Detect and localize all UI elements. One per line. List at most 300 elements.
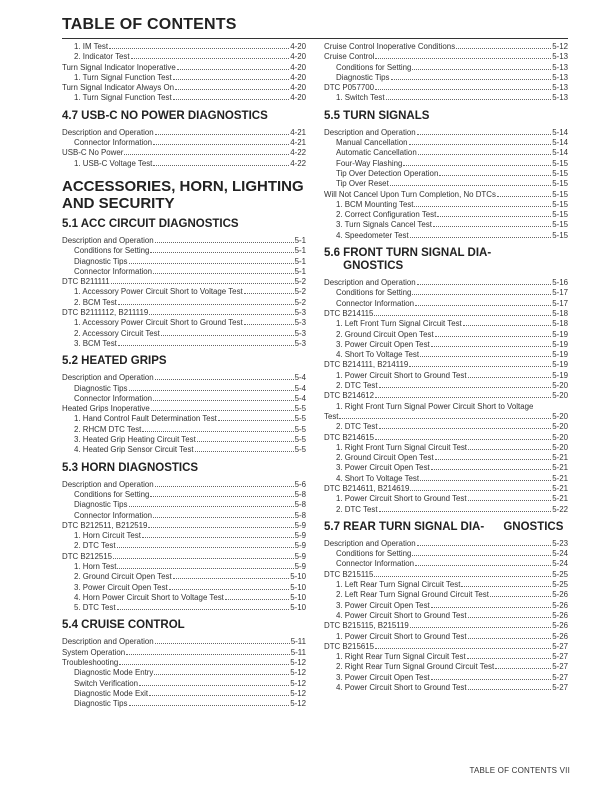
toc-entry[interactable] xyxy=(324,494,568,504)
toc-entry-title: Heated Grips Inoperative xyxy=(62,404,150,414)
toc-entry[interactable] xyxy=(324,683,568,693)
toc-entry[interactable] xyxy=(324,138,568,148)
toc-entry-title: 1. Power Circuit Short to Ground Test xyxy=(336,370,467,380)
toc-entry-page: 5-21 xyxy=(552,463,568,473)
toc-entry[interactable] xyxy=(62,277,306,287)
toc-entry-page: 5-23 xyxy=(552,538,568,548)
toc-entry-page: 5-26 xyxy=(552,610,568,620)
toc-entry[interactable] xyxy=(62,318,306,328)
toc-entry-page: 5-26 xyxy=(552,600,568,610)
toc-entry-page: 5-11 xyxy=(290,647,306,657)
dot-leader xyxy=(244,318,294,325)
dot-leader xyxy=(117,562,293,569)
toc-entry-title: 1. Power Circuit Short to Ground Test xyxy=(336,631,467,641)
toc-entry-page: 5-15 xyxy=(552,179,568,189)
toc-entry-title: Description and Operation xyxy=(324,538,416,548)
toc-entry-page: 5-1 xyxy=(294,256,306,266)
toc-entry-title: 1. BCM Mounting Test xyxy=(336,199,414,209)
dot-leader xyxy=(173,572,290,579)
toc-entry-title: DTC B212511, B212519 xyxy=(62,520,148,530)
toc-entry-title: Diagnostic Tips xyxy=(336,72,390,82)
toc-entry[interactable] xyxy=(324,319,568,329)
section-heading[interactable]: 5.1 ACC CIRCUIT DIAGNOSTICS xyxy=(62,217,239,230)
dot-leader xyxy=(415,299,551,306)
toc-entry-page: 5-21 xyxy=(552,453,568,463)
toc-entry[interactable] xyxy=(324,63,568,73)
toc-entry-title: 2. Right Rear Turn Signal Ground Circuit Test xyxy=(336,662,495,672)
toc-entry[interactable] xyxy=(324,278,568,288)
toc-entry-title: 1. USB-C Voltage Test xyxy=(74,158,153,168)
toc-entry-title: 1. Right Rear Turn Signal Circuit Test xyxy=(336,652,466,662)
toc-entry[interactable] xyxy=(324,652,568,662)
dot-leader xyxy=(149,689,289,696)
toc-entry[interactable] xyxy=(324,580,568,590)
dot-leader xyxy=(386,93,552,100)
dot-leader xyxy=(468,632,552,639)
toc-entry[interactable] xyxy=(62,435,306,445)
toc-entry-page: 5-15 xyxy=(552,189,568,199)
toc-entry[interactable] xyxy=(324,52,568,62)
toc-entry[interactable] xyxy=(324,474,568,484)
toc-entry[interactable] xyxy=(324,309,568,319)
toc-entry-page: 5-9 xyxy=(294,561,306,571)
toc-entry-title: 4. Speedometer Test xyxy=(336,230,409,240)
toc-entry[interactable] xyxy=(62,404,306,414)
toc-entry[interactable] xyxy=(324,220,568,230)
toc-entry[interactable] xyxy=(62,384,306,394)
toc-entry[interactable] xyxy=(62,562,306,572)
toc-entry-title: 2. Ground Circuit Open Test xyxy=(336,453,434,463)
toc-entry[interactable] xyxy=(62,689,306,699)
toc-entry[interactable] xyxy=(324,453,568,463)
section-heading[interactable]: 5.3 HORN DIAGNOSTICS xyxy=(62,461,199,474)
toc-entry[interactable] xyxy=(324,433,568,443)
dot-leader xyxy=(431,340,551,347)
toc-entry-title: Cruise Control Inoperative Conditions xyxy=(324,42,456,51)
toc-entry[interactable] xyxy=(324,179,568,189)
toc-entry-page: 5-15 xyxy=(552,220,568,230)
dot-leader xyxy=(173,93,290,100)
toc-entry[interactable] xyxy=(62,480,306,490)
dot-leader xyxy=(375,52,551,59)
toc-entry-title: DTC P057700 xyxy=(324,83,375,93)
toc-entry-page: 5-25 xyxy=(552,580,568,590)
toc-entry[interactable] xyxy=(62,511,306,521)
dot-leader xyxy=(375,642,551,649)
toc-entry-title: 2. BCM Test xyxy=(74,297,117,307)
toc-entry[interactable] xyxy=(62,668,306,678)
toc-entry-page: 5-13 xyxy=(552,83,568,93)
dot-leader xyxy=(403,159,551,166)
toc-entry-page: 5-19 xyxy=(552,360,568,370)
toc-entry[interactable] xyxy=(62,246,306,256)
toc-entry-title: 1. IM Test xyxy=(74,42,109,51)
toc-entry-page: 5-3 xyxy=(294,328,306,338)
dot-leader xyxy=(129,257,294,264)
dot-leader xyxy=(415,559,551,566)
toc-entry-title: Test xyxy=(324,411,339,421)
toc-entry-title: 2. Ground Circuit Open Test xyxy=(74,572,172,582)
toc-entry[interactable] xyxy=(62,63,306,73)
toc-entry-title: Diagnostic Mode Entry xyxy=(74,668,154,678)
toc-entry-page: 5-20 xyxy=(552,411,568,421)
toc-entry[interactable] xyxy=(324,73,568,83)
dot-leader xyxy=(126,648,290,655)
toc-entry-page: 5-12 xyxy=(290,699,306,709)
toc-entry[interactable] xyxy=(62,699,306,709)
toc-entry-title: 1. Turn Signal Function Test xyxy=(74,93,172,103)
toc-entry-title: Conditions for Setting xyxy=(336,288,412,298)
toc-entry-page: 4-20 xyxy=(290,72,306,82)
toc-entry-page: 5-14 xyxy=(552,127,568,137)
toc-entry-title: 3. Power Circuit Open Test xyxy=(74,582,168,592)
toc-entry-page: 5-21 xyxy=(552,494,568,504)
toc-entry[interactable] xyxy=(324,360,568,370)
toc-entry[interactable] xyxy=(62,329,306,339)
toc-entry-title: DTC B2111112, B211119 xyxy=(62,308,149,318)
dot-leader xyxy=(412,63,551,70)
dot-leader xyxy=(153,267,294,274)
toc-entry-title: Manual Cancellation xyxy=(336,138,408,148)
section-heading[interactable]: 5.5 TURN SIGNALS xyxy=(324,109,430,122)
toc-entry-title: 3. Power Circuit Open Test xyxy=(336,339,430,349)
dot-leader xyxy=(431,601,551,608)
toc-entry[interactable] xyxy=(62,583,306,593)
toc-entry[interactable] xyxy=(324,590,568,600)
toc-entry-title: Connector Information xyxy=(74,393,153,403)
toc-entry[interactable] xyxy=(324,412,568,422)
dot-leader xyxy=(412,288,551,295)
dot-leader xyxy=(437,210,551,217)
toc-entry-title: DTC B214111, B214119 xyxy=(324,360,409,370)
dot-leader xyxy=(431,463,551,470)
toc-entry[interactable] xyxy=(324,148,568,158)
section-heading[interactable]: 5.6 FRONT TURN SIGNAL DIA- GNOSTICS xyxy=(324,247,492,273)
toc-entry-title: 2. Ground Circuit Open Test xyxy=(336,329,434,339)
toc-entry-page: 4-20 xyxy=(290,52,306,62)
toc-entry[interactable] xyxy=(324,288,568,298)
toc-entry[interactable] xyxy=(324,463,568,473)
toc-entry-page: 5-13 xyxy=(552,52,568,62)
toc-entry[interactable] xyxy=(62,267,306,277)
toc-entry-title: DTC B215115, B215119 xyxy=(324,621,409,631)
toc-entry[interactable] xyxy=(324,190,568,200)
dot-leader xyxy=(456,42,551,49)
dot-leader xyxy=(161,329,294,336)
toc-entry[interactable] xyxy=(62,541,306,551)
toc-entry[interactable] xyxy=(62,648,306,658)
toc-entry-page: 4-22 xyxy=(290,158,306,168)
toc-entry[interactable] xyxy=(62,83,306,93)
toc-entry-page: 5-20 xyxy=(552,391,568,401)
toc-entry[interactable] xyxy=(324,299,568,309)
toc-entry[interactable] xyxy=(324,673,568,683)
toc-entry[interactable] xyxy=(62,148,306,158)
toc-entry-title: 3. Turn Signals Cancel Test xyxy=(336,220,432,230)
toc-entry[interactable] xyxy=(62,394,306,404)
chapter-heading[interactable]: ACCESSORIES, HORN, LIGHTING AND SECURITY xyxy=(62,177,304,212)
toc-entry-page: 5-17 xyxy=(552,288,568,298)
toc-entry-page: 5-19 xyxy=(552,339,568,349)
toc-entry-page: 5-20 xyxy=(552,381,568,391)
toc-entry-title: Diagnostic Tips xyxy=(74,699,128,709)
toc-entry-title: 3. Heated Grip Heating Circuit Test xyxy=(74,435,196,445)
toc-entry-title: 1. Hand Control Fault Determination Test xyxy=(74,414,217,424)
toc-entry[interactable] xyxy=(62,531,306,541)
toc-entry[interactable] xyxy=(324,632,568,642)
dot-leader xyxy=(119,658,289,665)
toc-entry[interactable] xyxy=(62,159,306,169)
dot-leader xyxy=(118,339,294,346)
toc-entry[interactable] xyxy=(324,159,568,169)
toc-entry[interactable] xyxy=(324,484,568,494)
toc-entry[interactable] xyxy=(62,414,306,424)
dot-leader xyxy=(339,412,551,419)
dot-leader xyxy=(154,668,289,675)
toc-entry-title: 4. Heated Grip Sensor Circuit Test xyxy=(74,445,194,455)
dot-leader xyxy=(118,298,294,305)
toc-entry-title: Conditions for Setting xyxy=(336,549,412,559)
dot-leader xyxy=(375,433,551,440)
dot-leader xyxy=(151,404,294,411)
toc-entry[interactable] xyxy=(62,637,306,647)
toc-entry-page: 4-21 xyxy=(290,127,306,137)
toc-entry[interactable] xyxy=(324,601,568,611)
dot-leader xyxy=(155,480,294,487)
toc-entry[interactable] xyxy=(62,425,306,435)
toc-entry[interactable] xyxy=(62,73,306,83)
toc-entry-title: Tip Over Reset xyxy=(336,179,389,189)
toc-entry-title: 4. Power Circuit Short to Ground Test xyxy=(336,683,467,693)
dot-leader xyxy=(468,494,552,501)
toc-entry[interactable] xyxy=(62,572,306,582)
toc-entry[interactable] xyxy=(62,138,306,148)
dot-leader xyxy=(129,384,294,391)
page-title: TABLE OF CONTENTS xyxy=(62,16,237,33)
dot-leader xyxy=(169,583,289,590)
toc-entry-page: 5-10 xyxy=(290,572,306,582)
toc-entry-title: Connector Information xyxy=(74,266,153,276)
toc-entry[interactable] xyxy=(324,505,568,515)
toc-entry[interactable] xyxy=(324,642,568,652)
toc-entry[interactable] xyxy=(324,611,568,621)
toc-entry-title: 4. Short To Voltage Test xyxy=(336,473,420,483)
toc-entry-title: Description and Operation xyxy=(62,235,154,245)
dot-leader xyxy=(173,73,290,80)
toc-entry-title: DTC B215115 xyxy=(324,569,374,579)
dot-leader xyxy=(497,190,551,197)
dot-leader xyxy=(410,484,551,491)
toc-entry-page: 4-20 xyxy=(290,42,306,51)
dot-leader xyxy=(155,373,294,380)
toc-entry-title: Connector Information xyxy=(336,298,415,308)
toc-entry[interactable] xyxy=(324,422,568,432)
toc-entry-page: 4-20 xyxy=(290,62,306,72)
toc-entry-title: 2. Left Rear Turn Signal Ground Circuit Test xyxy=(336,590,489,600)
toc-entry-title: DTC B212515 xyxy=(62,551,113,561)
toc-entry-title: 2. DTC Test xyxy=(336,422,378,432)
toc-entry-page: 5-26 xyxy=(552,621,568,631)
dot-leader xyxy=(117,541,294,548)
toc-entry[interactable] xyxy=(324,621,568,631)
toc-entry-page: 5-22 xyxy=(552,504,568,514)
dot-leader xyxy=(463,319,551,326)
toc-entry[interactable] xyxy=(324,662,568,672)
toc-entry-page: 5-5 xyxy=(294,414,306,424)
toc-column-right xyxy=(324,42,568,693)
dot-leader xyxy=(439,169,551,176)
dot-leader xyxy=(155,128,290,135)
toc-entry[interactable] xyxy=(324,381,568,391)
toc-entry-page: 5-8 xyxy=(294,510,306,520)
toc-entry-page: 5-15 xyxy=(552,210,568,220)
toc-entry[interactable] xyxy=(324,539,568,549)
toc-entry-page: 5-9 xyxy=(294,551,306,561)
toc-entry-page: 5-8 xyxy=(294,500,306,510)
dot-leader xyxy=(195,445,294,452)
dot-leader xyxy=(412,549,551,556)
toc-entry[interactable] xyxy=(324,42,568,52)
toc-entry-title: Conditions for Setting xyxy=(74,489,150,499)
toc-entry[interactable] xyxy=(62,679,306,689)
toc-entry[interactable] xyxy=(324,200,568,210)
toc-entry[interactable] xyxy=(324,350,568,360)
toc-entry-title: 1. Power Circuit Short to Ground Test xyxy=(336,494,467,504)
dot-leader xyxy=(409,138,552,145)
dot-leader xyxy=(175,83,289,90)
toc-entry-title: Diagnostic Tips xyxy=(74,256,128,266)
toc-entry[interactable] xyxy=(324,443,568,453)
toc-entry[interactable] xyxy=(62,373,306,383)
toc-entry-page: 5-12 xyxy=(290,688,306,698)
toc-entry[interactable] xyxy=(62,339,306,349)
toc-entry[interactable] xyxy=(324,391,568,401)
toc-entry[interactable] xyxy=(324,93,568,103)
dot-leader xyxy=(468,683,552,690)
toc-entry-page: 5-9 xyxy=(294,520,306,530)
dot-leader xyxy=(244,287,294,294)
dot-leader xyxy=(379,505,552,512)
toc-entry-page: 5-5 xyxy=(294,424,306,434)
toc-entry[interactable] xyxy=(62,42,306,52)
toc-entry[interactable] xyxy=(324,549,568,559)
toc-entry-title: 1. Horn Circuit Test xyxy=(74,531,141,541)
toc-entry-page: 5-17 xyxy=(552,298,568,308)
toc-entry-title: 2. Correct Configuration Test xyxy=(336,210,437,220)
dot-leader xyxy=(495,662,551,669)
toc-entry-title: Tip Over Detection Operation xyxy=(336,168,439,178)
toc-entry[interactable] xyxy=(324,231,568,241)
toc-entry-page: 5-1 xyxy=(294,266,306,276)
toc-entry[interactable] xyxy=(62,52,306,62)
toc-entry-page: 5-24 xyxy=(552,559,568,569)
dot-leader xyxy=(117,603,290,610)
section-heading[interactable]: 5.7 REAR TURN SIGNAL DIA- GNOSTICS xyxy=(324,520,564,533)
toc-entry-page: 5-25 xyxy=(552,569,568,579)
toc-entry[interactable] xyxy=(324,570,568,580)
dot-leader xyxy=(218,414,294,421)
dot-leader xyxy=(153,511,294,518)
toc-entry-title: Description and Operation xyxy=(62,127,154,137)
dot-leader xyxy=(461,580,551,587)
dot-leader xyxy=(375,391,551,398)
toc-entry-title: 2. DTC Test xyxy=(74,541,116,551)
toc-entry-title: 1. Horn Test xyxy=(74,561,117,571)
section-heading[interactable]: 5.4 CRUISE CONTROL xyxy=(62,619,185,632)
toc-entry[interactable] xyxy=(62,308,306,318)
toc-entry[interactable] xyxy=(324,371,568,381)
toc-entry[interactable] xyxy=(62,287,306,297)
dot-leader xyxy=(468,371,552,378)
toc-entry[interactable] xyxy=(324,83,568,93)
toc-entry-page: 5-20 xyxy=(552,442,568,452)
toc-entry-page: 5-15 xyxy=(552,230,568,240)
toc-entry[interactable] xyxy=(62,593,306,603)
toc-entry-title: USB-C No Power xyxy=(62,148,124,158)
toc-entry-page: 5-26 xyxy=(552,590,568,600)
toc-entry[interactable] xyxy=(62,658,306,668)
toc-entry-title: Description and Operation xyxy=(62,637,154,647)
toc-entry[interactable] xyxy=(62,521,306,531)
toc-entry-page: 5-5 xyxy=(294,435,306,445)
section-heading[interactable]: 5.2 HEATED GRIPS xyxy=(62,355,167,368)
toc-entry-title: Connector Information xyxy=(74,510,153,520)
toc-entry[interactable] xyxy=(324,330,568,340)
toc-entry[interactable] xyxy=(324,128,568,138)
toc-entry[interactable] xyxy=(62,298,306,308)
toc-entry-page: 5-9 xyxy=(294,541,306,551)
dot-leader xyxy=(109,42,289,49)
toc-entry-page: 5-19 xyxy=(552,370,568,380)
dot-leader xyxy=(155,637,290,644)
dot-leader xyxy=(150,246,293,253)
toc-entry-page: 5-2 xyxy=(294,277,306,287)
toc-entry-title: Automatic Cancellation xyxy=(336,148,417,158)
toc-entry[interactable] xyxy=(62,500,306,510)
dot-leader xyxy=(374,309,551,316)
toc-entry-page: 5-26 xyxy=(552,631,568,641)
dot-leader xyxy=(420,474,551,481)
toc-entry[interactable] xyxy=(324,169,568,179)
toc-entry[interactable] xyxy=(62,93,306,103)
toc-entry[interactable] xyxy=(62,128,306,138)
toc-entry[interactable] xyxy=(324,340,568,350)
dot-leader xyxy=(410,231,552,238)
toc-entry[interactable] xyxy=(324,402,568,412)
toc-entry-title: Diagnostic Tips xyxy=(74,383,128,393)
toc-entry-page: 4-20 xyxy=(290,83,306,93)
page-footer: TABLE OF CONTENTS VII xyxy=(469,766,570,775)
toc-entry[interactable] xyxy=(324,559,568,569)
dot-leader xyxy=(418,148,552,155)
dot-leader xyxy=(375,83,551,90)
toc-entry[interactable] xyxy=(62,552,306,562)
toc-entry[interactable] xyxy=(62,236,306,246)
toc-entry-page: 4-20 xyxy=(290,93,306,103)
toc-entry-page: 5-4 xyxy=(294,373,306,383)
section-heading[interactable]: 4.7 USB-C NO POWER DIAGNOSTICS xyxy=(62,109,268,122)
toc-entry-page: 5-13 xyxy=(552,72,568,82)
toc-entry[interactable] xyxy=(324,210,568,220)
toc-entry[interactable] xyxy=(62,490,306,500)
toc-entry[interactable] xyxy=(62,603,306,613)
toc-entry-page: 5-9 xyxy=(294,531,306,541)
dot-leader xyxy=(420,350,551,357)
toc-entry-page: 5-3 xyxy=(294,318,306,328)
toc-entry-page: 5-10 xyxy=(290,592,306,602)
toc-entry[interactable] xyxy=(62,257,306,267)
toc-entry[interactable] xyxy=(62,445,306,455)
